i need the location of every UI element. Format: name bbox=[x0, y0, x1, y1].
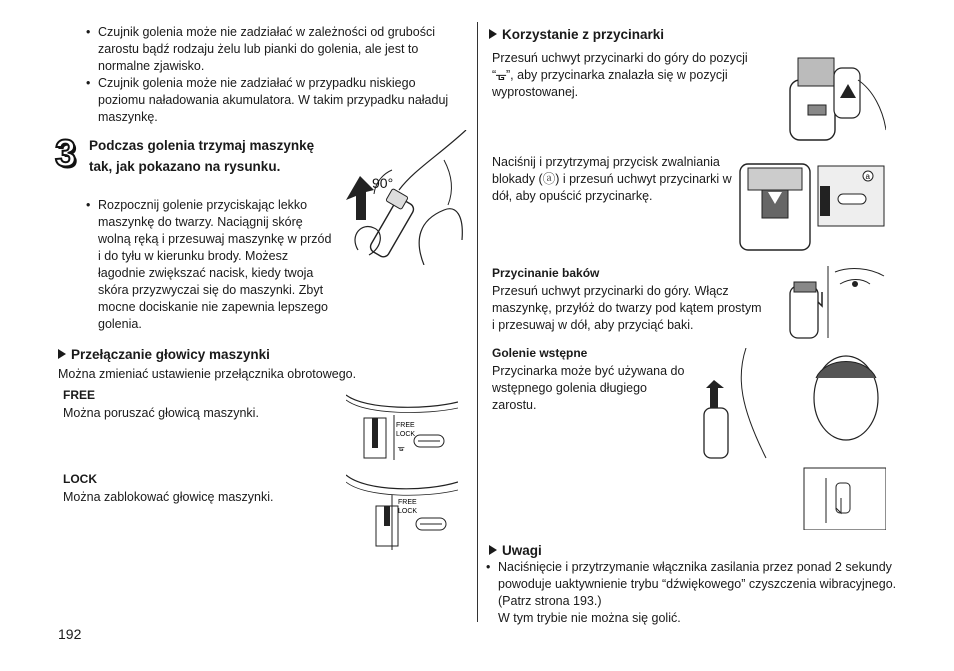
triangle-icon-3 bbox=[489, 545, 497, 555]
callout-a: a bbox=[865, 172, 870, 181]
step-bullet-text: • Rozpocznij golenie przyciskając lekko maszynkę do twarzy. Naciągnij skórę wolną ręką i przesuwaj maszynkę w przód i do tyłu w kierunku brody. Możesz łagodnie zwiększać nacisk, kiedy twoja skóra przyzwyczai się do maszynki. Zbyt mocne dociskanie nie zapewnia lepszego golenia. bbox=[86, 197, 336, 333]
section-title-head bbox=[58, 344, 270, 365]
section-intro: Można zmieniać ustawienie przełącznika obrotowego. bbox=[58, 367, 357, 381]
sideburns-title: Przycinanie baków bbox=[492, 266, 600, 280]
note-bullet-2: • Czujnik golenia może nie zadziałać w przypadku niskiego poziomu naładowania akumulatora. W takim przypadku naładuj maszynkę. bbox=[86, 75, 466, 126]
trimmer-title-text: Korzystanie z przycinarki bbox=[502, 27, 665, 42]
trimmer-p2: Naciśnij i przytrzymaj przycisk zwalniania blokady (ⓐ) i przesuń uchwyt przycinarki w dół, aby opuścić przycinarkę. bbox=[492, 155, 732, 203]
triangle-icon bbox=[58, 349, 66, 359]
pre-shave-text: Przycinarka może być używana do wstępnego golenia długiego zarostu. bbox=[492, 364, 685, 412]
step-title: Podczas golenia trzymaj maszynkę tak, jak pokazano na rysunku. bbox=[89, 138, 315, 174]
free-text: Można poruszać głowicą maszynki. bbox=[63, 406, 259, 420]
sideburns-text: Przesuń uchwyt przycinarki do góry. Włącz maszynkę, przyłóż do twarzy pod kątem prostym i przesuwaj w dół, aby przyciąć baki. bbox=[492, 284, 762, 332]
angle-label: 90° bbox=[372, 175, 394, 191]
trimmer-p1: Przesuń uchwyt przycinarki do góry do pozycji “ᚗ”, aby przycinarka znalazła się w pozycji wyprostowanej. bbox=[492, 51, 748, 99]
free-label-2: FREE bbox=[398, 499, 417, 506]
notes-extra: W tym trybie nie można się golić. bbox=[498, 611, 681, 625]
free-title: FREE bbox=[63, 388, 96, 402]
sideburns-illustration bbox=[780, 262, 886, 342]
notes-body bbox=[486, 559, 906, 627]
page-number: 192 bbox=[58, 626, 82, 642]
svg-text:ᚗ: ᚗ bbox=[398, 443, 405, 452]
column-divider bbox=[477, 22, 478, 622]
lock-text: Można zablokować głowicę maszynki. bbox=[63, 490, 274, 504]
trimmer-title bbox=[489, 24, 664, 45]
trimmer-up-illustration bbox=[778, 50, 886, 150]
lock-title: LOCK bbox=[63, 472, 97, 486]
section-title-text: Przełączanie głowicy maszynki bbox=[71, 347, 270, 362]
notes-bullet: • Naciśnięcie i przytrzymanie włącznika zasilania przez ponad 2 sekundy powoduje uaktywnienie trybu “dźwiękowego” czyszczenia wibracyjnego. (Patrz strona 193.) bbox=[486, 559, 906, 610]
top-notes bbox=[86, 24, 466, 126]
pre-shave-illustration bbox=[696, 348, 886, 530]
lock-label: LOCK bbox=[396, 431, 416, 438]
lock-switch-illustration bbox=[346, 470, 458, 550]
notes-title-text: Uwagi bbox=[502, 543, 542, 558]
step-number: 3 bbox=[55, 133, 77, 175]
pre-shave-title: Golenie wstępne bbox=[492, 346, 588, 360]
shaving-illustration bbox=[344, 130, 469, 265]
free-switch-illustration bbox=[346, 390, 458, 460]
release-button-illustration bbox=[738, 162, 886, 252]
free-label: FREE bbox=[396, 422, 415, 429]
note-bullet-1: • Czujnik golenia może nie zadziałać w zależności od grubości zarostu bądź rodzaju żelu lub pianki do golenia, ale jest to normalne zjawisko. bbox=[86, 24, 466, 75]
triangle-icon-2 bbox=[489, 29, 497, 39]
lock-label-2: LOCK bbox=[398, 508, 418, 515]
step-bullet bbox=[86, 197, 336, 333]
notes-title bbox=[489, 540, 542, 561]
